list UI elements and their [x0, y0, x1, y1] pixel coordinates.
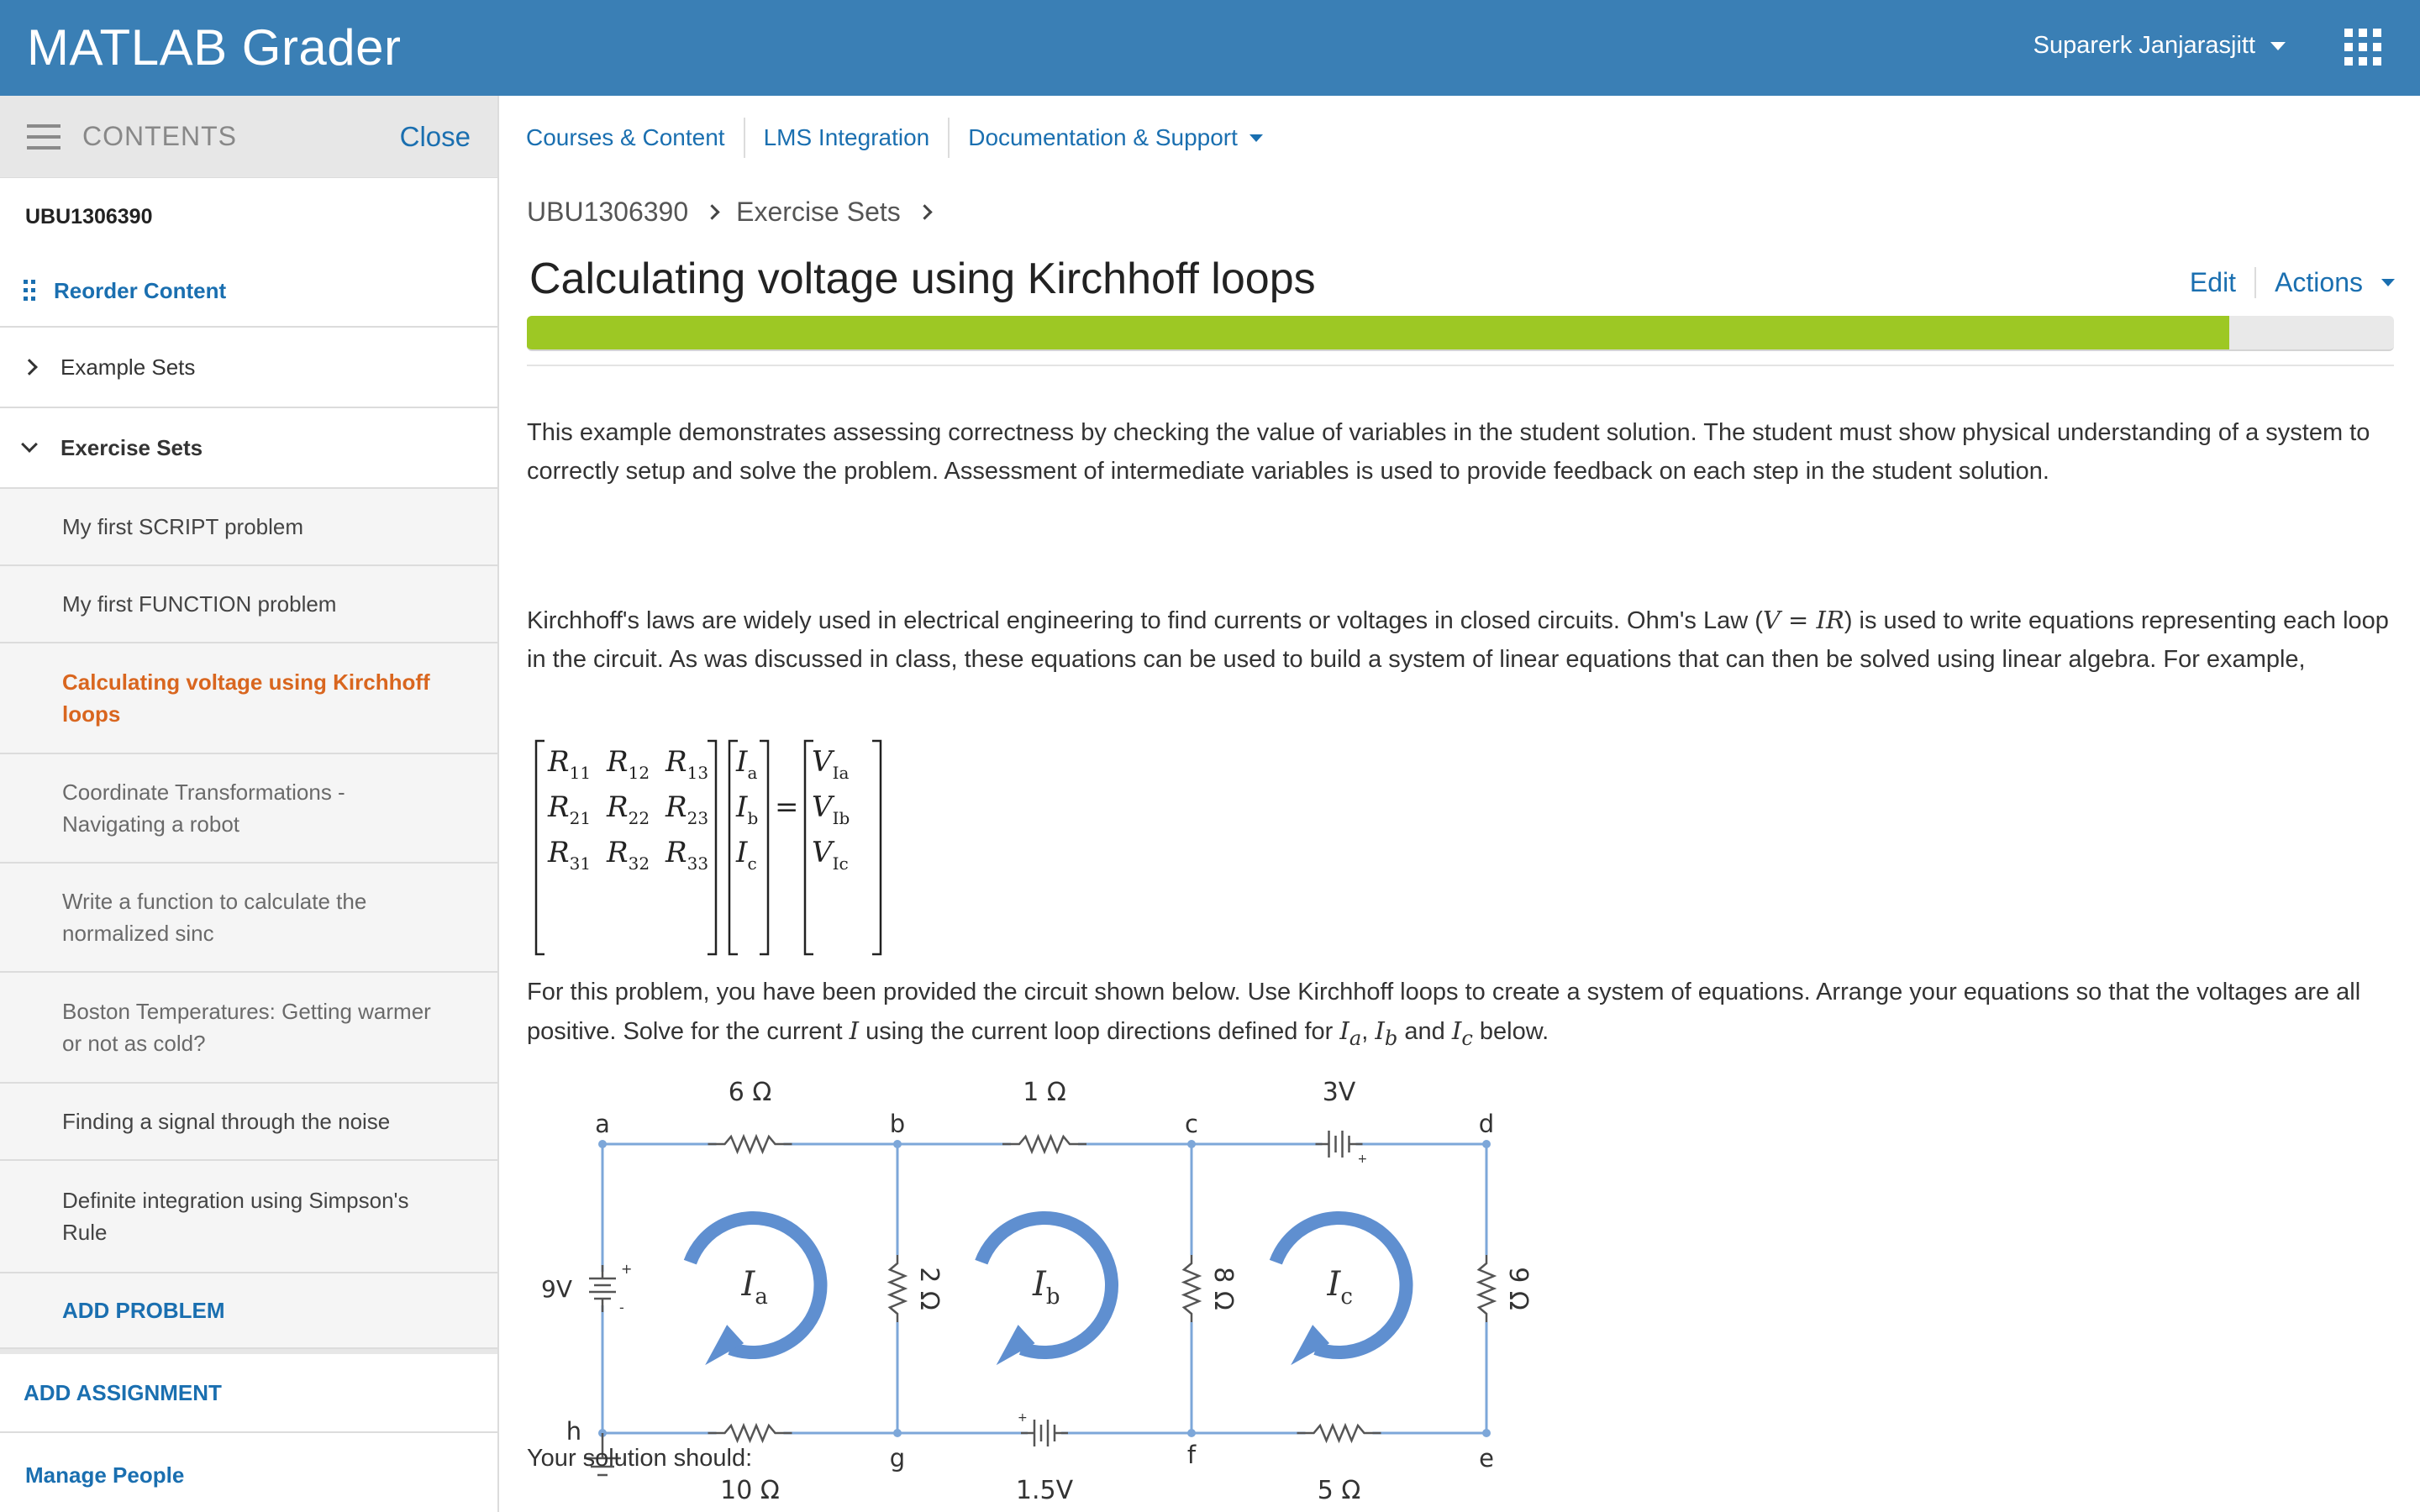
sidebar-header	[0, 96, 497, 178]
top-bar	[0, 0, 2420, 96]
ohm-law-formula: V = IR	[1762, 606, 1844, 634]
component-label: 1 Ω	[1023, 1078, 1066, 1107]
node-dot	[893, 1429, 902, 1437]
chevron-down-icon	[1249, 134, 1263, 142]
plus-sign: +	[621, 1261, 633, 1277]
component-label: 9 Ω	[1503, 1267, 1533, 1310]
plus-sign: +	[1018, 1411, 1028, 1425]
loop-label: $I_b$	[1033, 1265, 1060, 1310]
problem-text-post: below.	[1472, 1018, 1549, 1045]
component-label: 1.5V	[1015, 1476, 1074, 1505]
sidebar-problem-item[interactable]: Finding a signal through the noise	[0, 1084, 497, 1161]
edit-button[interactable]: Edit	[2190, 267, 2256, 298]
page-actions	[2190, 267, 2395, 298]
component-label: 5 Ω	[1317, 1476, 1361, 1505]
kirchhoff-text-pre: Kirchhoff's laws are widely used in electrical engineering to find currents or voltages in closed circuits. Ohm's Law (	[527, 607, 1763, 634]
and-word: and	[1404, 1018, 1445, 1045]
current-entry: $I_b$	[736, 790, 759, 828]
matrix-entry: $R_{33}$	[666, 836, 709, 874]
resistor-gap	[717, 1426, 784, 1440]
matrix-entry: $R_{31}$	[548, 836, 592, 874]
chevron-down-icon[interactable]	[2270, 42, 2286, 50]
voltage-entry: $V_{Ib}$	[812, 790, 850, 828]
actions-label: Actions	[2275, 267, 2363, 297]
page-title: Calculating voltage using Kirchhoff loops	[529, 255, 1316, 303]
node-dot	[1187, 1140, 1196, 1148]
loop-label: $I_c$	[1327, 1265, 1353, 1310]
sidebar-problem-item[interactable]: Write a function to calculate the normalized sinc	[0, 864, 497, 973]
current-entry: $I_c$	[736, 836, 757, 874]
sidebar-item-exercise-sets[interactable]	[0, 408, 497, 489]
node-label: h	[566, 1417, 582, 1446]
example-sets-label: Example Sets	[60, 354, 196, 380]
matrix-entry: $R_{12}$	[607, 745, 650, 783]
voltage-entry: $V_{Ic}$	[812, 836, 849, 874]
node-label: b	[889, 1110, 906, 1138]
exercise-sets-label: Exercise Sets	[60, 434, 203, 460]
source-label: 9V	[541, 1275, 572, 1303]
loop-current-b: $I_b$	[1375, 1016, 1398, 1050]
drag-handle-icon	[24, 280, 35, 302]
arrow-head	[1291, 1325, 1329, 1365]
sidebar-problem-item[interactable]: My first FUNCTION problem	[0, 566, 497, 643]
node-label: e	[1479, 1444, 1494, 1473]
sidebar-problem-item[interactable]: My first SCRIPT problem	[0, 489, 497, 566]
minus-sign: -	[619, 1299, 624, 1315]
resistor-gap	[717, 1137, 784, 1151]
progress-fill	[527, 316, 2229, 349]
node-dot	[598, 1140, 607, 1148]
reorder-content-button[interactable]	[0, 255, 497, 328]
nav-documentation-support[interactable]	[950, 118, 1281, 158]
user-menu[interactable]	[2033, 32, 2286, 60]
voltage-entry: $V_{Ia}$	[812, 745, 850, 783]
sidebar	[0, 96, 499, 1512]
component-label: 6 Ω	[728, 1078, 772, 1107]
chevron-down-icon	[2381, 279, 2395, 286]
arrow-head	[705, 1325, 744, 1365]
sidebar-problem-item[interactable]: Coordinate Transformations - Navigating a robot	[0, 754, 497, 864]
equals-sign: =	[775, 790, 799, 824]
plus-sign: +	[1357, 1152, 1368, 1166]
user-name[interactable]: Suparerk Janjarasjitt	[2033, 32, 2255, 59]
chevron-right-icon	[704, 204, 719, 219]
chevron-right-icon	[21, 359, 38, 375]
sidebar-problem-item[interactable]: Boston Temperatures: Getting warmer or not as cold?	[0, 973, 497, 1084]
node-dot	[893, 1140, 902, 1148]
manage-people-link[interactable]: Manage People	[0, 1433, 497, 1512]
loop-current-c: $I_c$	[1451, 1016, 1473, 1050]
problem-text-mid: using the current loop directions defined for	[859, 1018, 1340, 1045]
resistor-gap	[1011, 1137, 1078, 1151]
problem-text-pre: For this problem, you have been provided the circuit shown below. Use Kirchhoff loops to create a system of equations. Arrange your equations so that the voltages are all positive. Solve for the current	[527, 979, 2361, 1045]
matrix-entry: $R_{22}$	[607, 790, 650, 828]
top-navigation	[526, 118, 1281, 158]
matrix-entry: $R_{32}$	[607, 836, 650, 874]
divider	[527, 365, 2394, 366]
chevron-right-icon	[917, 204, 932, 219]
component-label: 10 Ω	[720, 1476, 780, 1505]
node-dot	[1482, 1140, 1491, 1148]
hamburger-menu-icon[interactable]	[27, 124, 60, 150]
nav-lms-integration[interactable]: LMS Integration	[745, 118, 950, 158]
nav-courses-content[interactable]: Courses & Content	[526, 118, 745, 158]
component-label: 2 Ω	[914, 1267, 944, 1310]
course-id[interactable]: UBU1306390	[0, 178, 497, 255]
arrow-head	[997, 1325, 1035, 1365]
add-problem-button[interactable]: ADD PROBLEM	[0, 1273, 497, 1349]
add-assignment-button[interactable]: ADD ASSIGNMENT	[0, 1349, 497, 1433]
matrix-entry: $R_{21}$	[548, 790, 592, 828]
apps-grid-icon[interactable]	[2344, 29, 2381, 66]
kirchhoff-text-post: ) is used to write equations representing each loop in the circuit. As was discussed in class, these equations can be used to build a system of linear equations that can then be solved using linear algebra. For example,	[527, 607, 2389, 673]
loop-current-a: $I_a$	[1339, 1016, 1362, 1050]
intro-paragraph: This example demonstrates assessing correctness by checking the value of variables in the student solution. The student must show physical understanding of a system to correctly setup and solve the problem. Assessment of intermediate variables is used to provide feedback on each step in the student solution.	[527, 419, 2370, 485]
component-label: 3V	[1322, 1078, 1356, 1107]
reorder-content-label: Reorder Content	[54, 277, 227, 303]
current-variable: I	[849, 1016, 860, 1045]
component-label: 8 Ω	[1208, 1267, 1238, 1310]
chevron-down-icon	[21, 436, 38, 453]
node-label: a	[595, 1110, 610, 1138]
breadcrumb-course[interactable]: UBU1306390	[527, 197, 689, 227]
contents-label: CONTENTS	[82, 121, 237, 151]
solution-should-label: Your solution should:	[527, 1445, 753, 1472]
sidebar-problem-item-active[interactable]: Calculating voltage using Kirchhoff loops	[0, 643, 497, 754]
progress-bar	[527, 316, 2394, 351]
node-dot	[1187, 1429, 1196, 1437]
node-label: d	[1478, 1110, 1495, 1138]
loop-label: $I_a$	[741, 1265, 768, 1310]
node-label: g	[889, 1444, 906, 1473]
current-entry: $I_a$	[736, 745, 758, 783]
breadcrumb-section[interactable]: Exercise Sets	[736, 197, 901, 227]
matrix-entry: $R_{11}$	[548, 745, 592, 783]
actions-dropdown[interactable]	[2256, 267, 2395, 298]
breadcrumb	[527, 197, 930, 228]
close-sidebar-button[interactable]: Close	[399, 120, 471, 152]
resistor-gap	[1306, 1426, 1373, 1440]
kirchhoff-paragraph	[527, 601, 2409, 679]
node-label: f	[1186, 1441, 1197, 1469]
matrix-entry: $R_{23}$	[666, 790, 709, 828]
sidebar-item-example-sets[interactable]	[0, 328, 497, 408]
problem-paragraph: For this problem, you have been provided the circuit shown below. Use Kirchhoff loops to create a system of equations. Arrange your equations so that the voltages are all positive. Solve for the current I using the current loop directions defined for $I_a$, $I_b$ and $I_c$ below.	[527, 979, 2361, 1050]
app-title[interactable]: MATLAB Grader	[27, 19, 402, 76]
sidebar-problem-item[interactable]: Definite integration using Simpson's Rule	[0, 1161, 497, 1273]
main-content	[501, 96, 2420, 1512]
matrix-entry: $R_{13}$	[666, 745, 709, 783]
nav-documentation-label: Documentation & Support	[968, 124, 1238, 150]
node-dot	[1482, 1429, 1491, 1437]
matrix-equation	[531, 732, 901, 959]
node-label: c	[1185, 1110, 1198, 1138]
